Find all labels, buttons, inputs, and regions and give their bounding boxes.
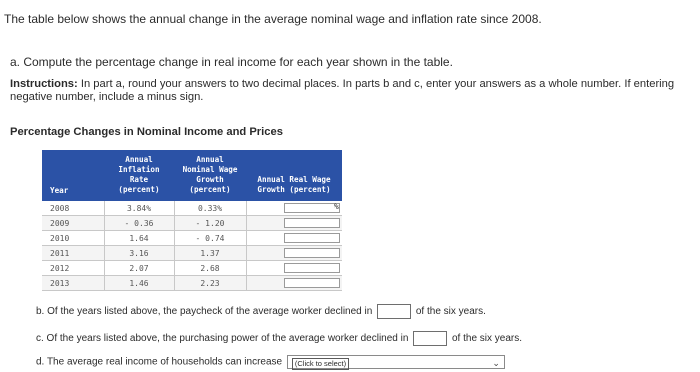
table-row xyxy=(42,276,342,291)
cell-year: 2010 xyxy=(50,234,70,243)
instructions-label: Instructions: xyxy=(10,78,78,90)
cell-year: 2012 xyxy=(50,264,70,273)
part-c-question xyxy=(36,331,522,346)
cell-year: 2008 xyxy=(50,204,70,213)
cell-year: 2013 xyxy=(50,279,70,288)
table-row xyxy=(42,231,342,246)
real-wage-input[interactable] xyxy=(284,233,340,243)
table-row xyxy=(42,216,342,231)
table-header xyxy=(42,150,342,201)
real-wage-input[interactable] xyxy=(284,278,340,288)
column-divider xyxy=(174,201,175,291)
real-wage-input[interactable] xyxy=(284,263,340,273)
real-wage-input[interactable] xyxy=(284,248,340,258)
chevron-down-icon: ⌄ xyxy=(492,358,500,368)
cell-nominal: 2.68 xyxy=(200,264,220,273)
header-inflation: Annual Inflation Rate (percent) xyxy=(118,155,160,194)
table-row xyxy=(42,261,342,276)
cell-inflation: 1.64 xyxy=(129,234,149,243)
table-row xyxy=(42,246,342,261)
table-row xyxy=(42,201,342,216)
instructions xyxy=(10,78,700,104)
header-nominal-wage: Annual Nominal Wage Growth (percent) xyxy=(182,155,238,194)
intro-text: The table below shows the annual change in the average nominal wage and inflation rate since 2008. xyxy=(4,12,542,26)
cell-inflation: 1.46 xyxy=(129,279,149,288)
cell-inflation: 2.07 xyxy=(129,264,149,273)
part-d-question xyxy=(36,355,505,369)
cell-year: 2011 xyxy=(50,249,70,258)
column-divider xyxy=(104,201,105,291)
cell-nominal: 0.33% xyxy=(197,204,223,213)
real-wage-input[interactable] xyxy=(284,203,340,213)
income-table xyxy=(42,150,342,290)
select-placeholder: (Click to select) xyxy=(292,358,349,370)
instructions-line2: negative number, include a minus sign. xyxy=(10,91,204,103)
part-b-text: b. Of the years listed above, the paycheck of the average worker declined in xyxy=(36,306,373,318)
part-d-text: d. The average real income of households can increase xyxy=(36,356,283,368)
instructions-line1: In part a, round your answers to two decimal places. In parts b and c, enter your answers as a whole number. If entering xyxy=(77,78,675,90)
header-year: Year xyxy=(50,186,69,195)
table-title: Percentage Changes in Nominal Income and Prices xyxy=(10,126,283,138)
part-c-suffix: of the six years. xyxy=(452,333,523,345)
cell-nominal: 2.23 xyxy=(200,279,220,288)
column-divider xyxy=(246,201,247,291)
cell-nominal: - 1.20 xyxy=(195,219,225,228)
percent-mark: % xyxy=(334,202,339,211)
cell-inflation: 3.16 xyxy=(129,249,149,258)
part-a-text: a. Compute the percentage change in real income for each year shown in the table. xyxy=(10,55,453,69)
part-c-text: c. Of the years listed above, the purchasing power of the average worker declined in xyxy=(36,333,409,345)
cell-year: 2009 xyxy=(50,219,70,228)
part-b-answer-input[interactable] xyxy=(377,304,411,319)
header-real-wage: Annual Real Wage Growth (percent) xyxy=(257,175,331,194)
part-d-select[interactable] xyxy=(287,355,505,369)
real-wage-input[interactable] xyxy=(284,218,340,228)
cell-nominal: - 0.74 xyxy=(195,234,225,243)
cell-nominal: 1.37 xyxy=(200,249,220,258)
part-b-suffix: of the six years. xyxy=(415,306,486,318)
part-b-question xyxy=(36,304,486,319)
cell-inflation: - 0.36 xyxy=(124,219,154,228)
cell-inflation: 3.84% xyxy=(126,204,152,213)
part-c-answer-input[interactable] xyxy=(413,331,447,346)
